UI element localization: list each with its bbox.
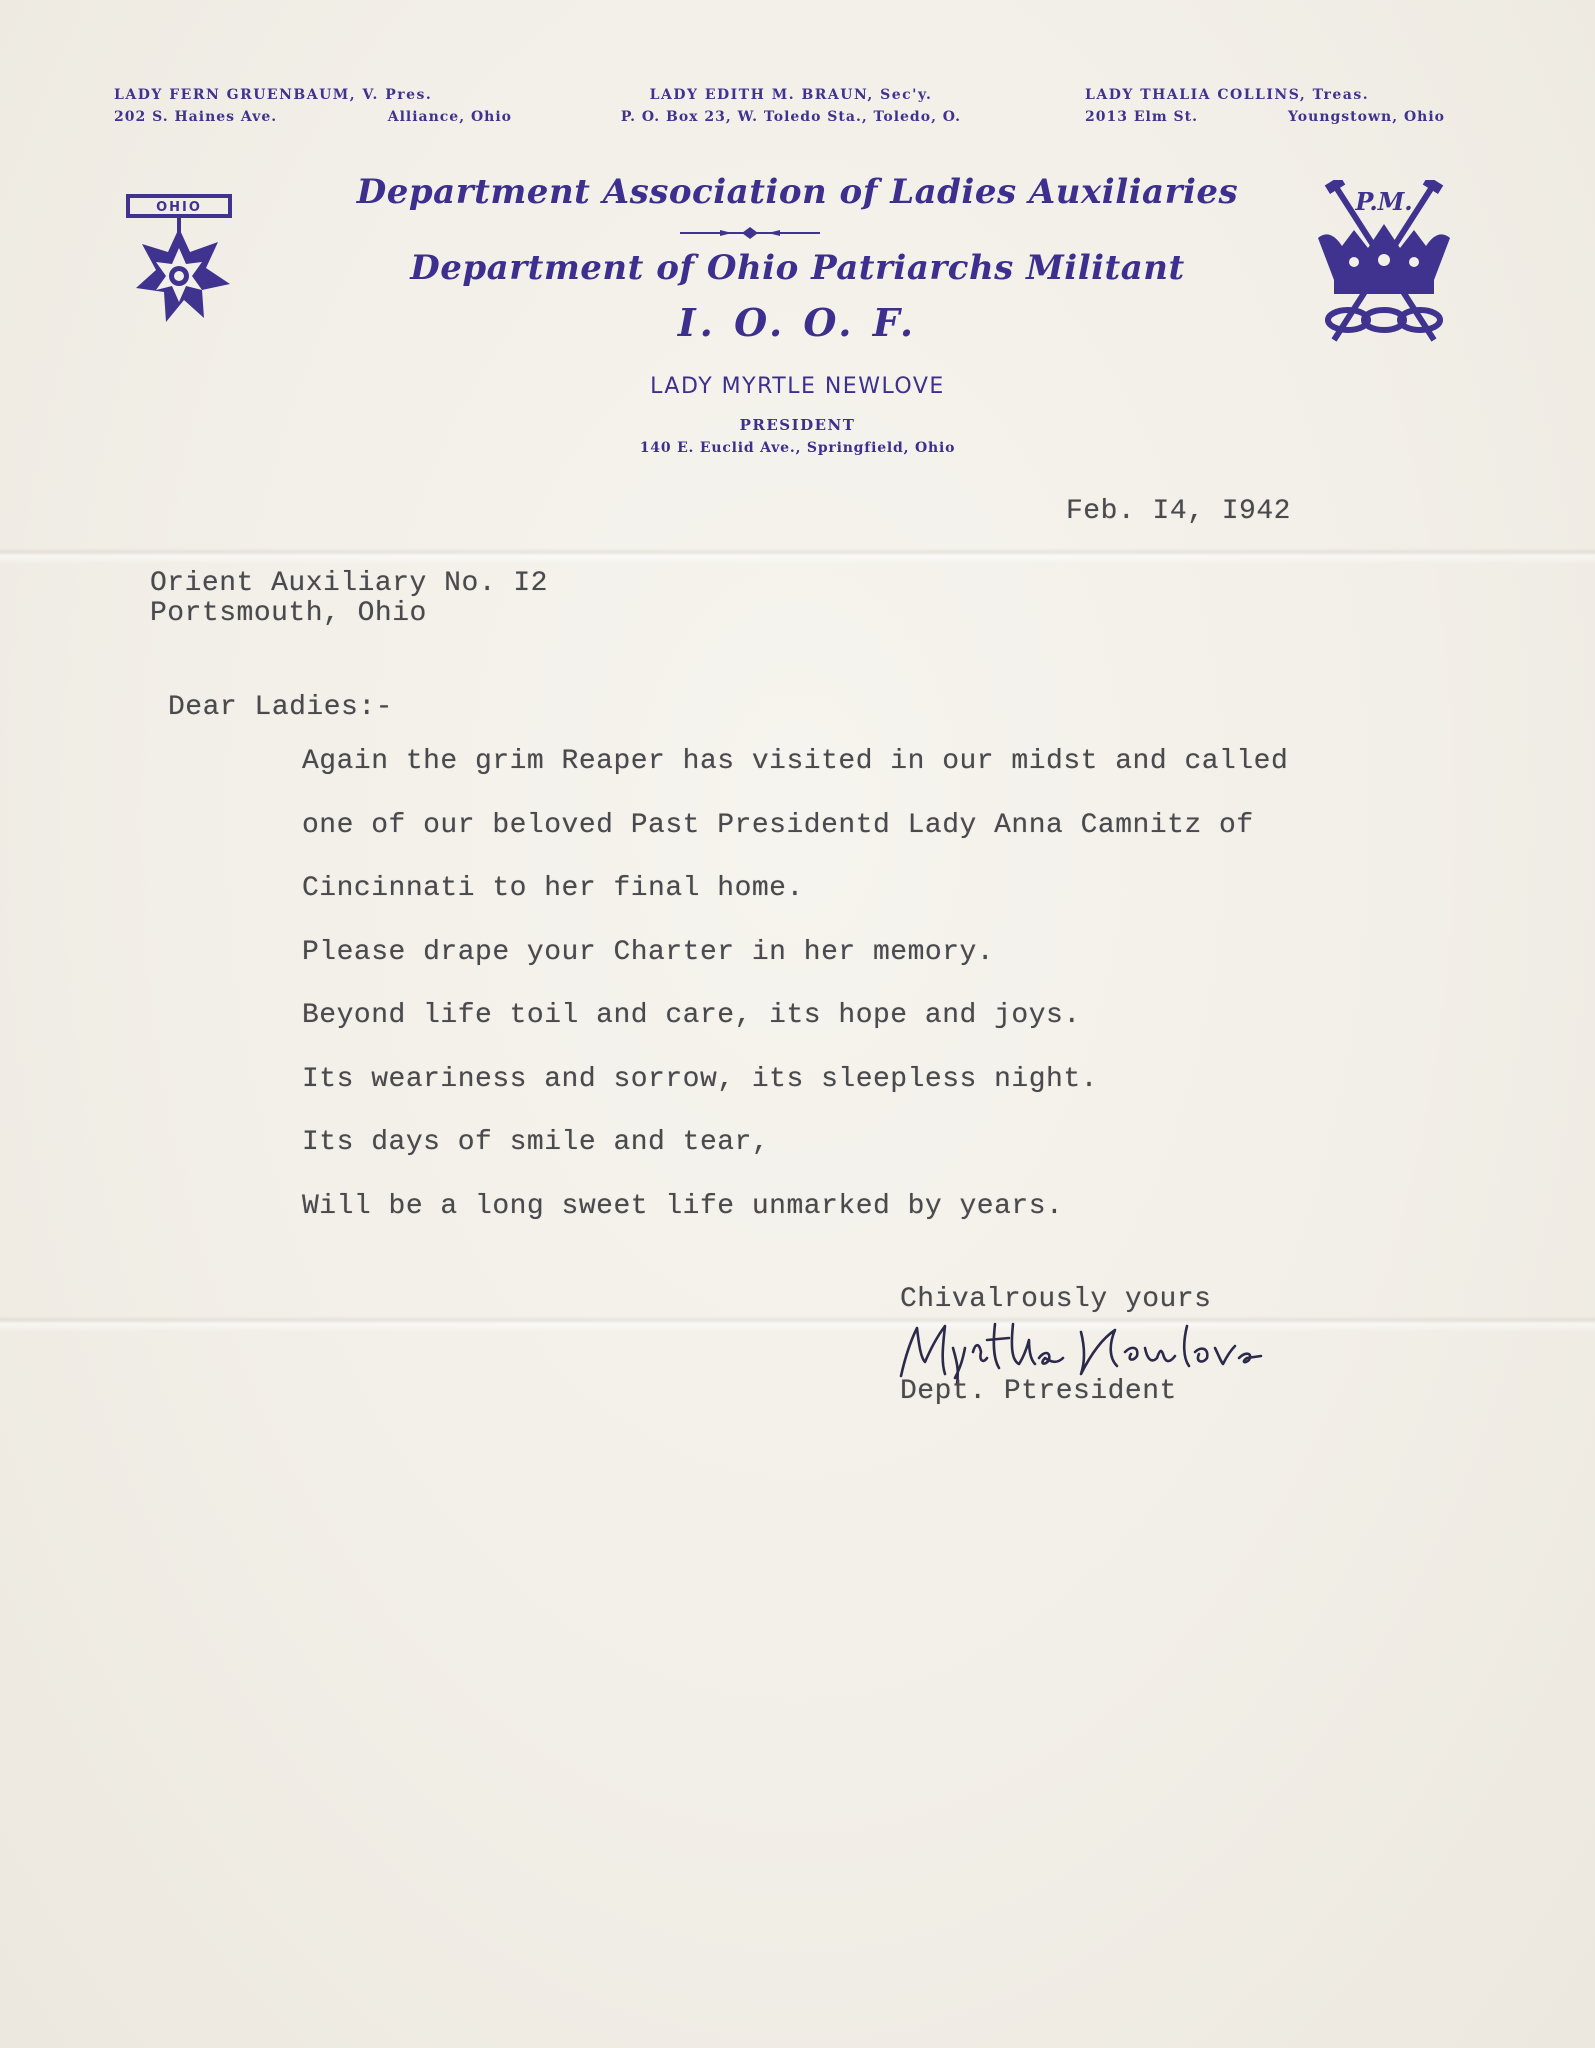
vice-president-name: LADY FERN GRUENBAUM, V. Pres. [114, 87, 433, 103]
letter-body [302, 746, 1288, 1254]
recipient-line-1: Orient Auxiliary No. I2 [150, 568, 548, 599]
president-title: PRESIDENT [739, 416, 856, 434]
pm-crown-crossed-swords-icon [1304, 180, 1464, 352]
vice-president-block [114, 84, 512, 128]
treasurer-name: LADY THALIA COLLINS, Treas. [1085, 87, 1370, 103]
president-address: 140 E. Euclid Ave., Springfield, Ohio [639, 440, 956, 456]
body-line: Again the grim Reaper has visited in our midst and called [302, 746, 1289, 777]
closing: Chivalrously yours [900, 1284, 1212, 1315]
association-title: Department Association of Ladies Auxiliaries [356, 172, 1239, 212]
body-line: Will be a long sweet life unmarked by years. [302, 1190, 1064, 1222]
body-line: Please drape your Charter in her memory. [302, 936, 995, 968]
signoff-title: Dept. Ptresident [900, 1376, 1177, 1407]
treasurer-city: Youngstown, Ohio [1288, 109, 1445, 125]
body-line: one of our beloved Past Presidentd Lady Anna Camnitz of [302, 809, 1254, 841]
ohio-emblem-text: OHIO [156, 200, 202, 215]
body-line: Cincinnati to her final home. [302, 873, 804, 904]
treasurer-street: 2013 Elm St. [1085, 109, 1198, 125]
treasurer-block [1085, 84, 1445, 128]
pm-emblem-text: P.M. [1355, 187, 1413, 216]
body-line: Beyond life toil and care, its hope and joys. [302, 1000, 1081, 1031]
department-title: Department of Ohio Patriarchs Militant [410, 248, 1185, 288]
vice-president-street: 202 S. Haines Ave. [114, 109, 278, 125]
salutation: Dear Ladies:- [168, 692, 393, 723]
secretary-block [584, 84, 998, 128]
ioof-title: I. O. O. F. [677, 300, 918, 345]
body-line: Its days of smile and tear, [302, 1127, 770, 1158]
ornamental-divider-icon [680, 226, 820, 240]
vice-president-city: Alliance, Ohio [387, 109, 512, 125]
letter-date: Feb. I4, I942 [1066, 496, 1291, 527]
secretary-name: LADY EDITH M. BRAUN, Sec'y. [649, 87, 933, 103]
president-name: LADY MYRTLE NEWLOVE [650, 374, 945, 399]
body-line: Its weariness and sorrow, its sleepless night. [302, 1063, 1098, 1095]
recipient-line-2: Portsmouth, Ohio [150, 598, 427, 629]
secretary-address: P. O. Box 23, W. Toledo Sta., Toledo, O. [620, 109, 962, 125]
